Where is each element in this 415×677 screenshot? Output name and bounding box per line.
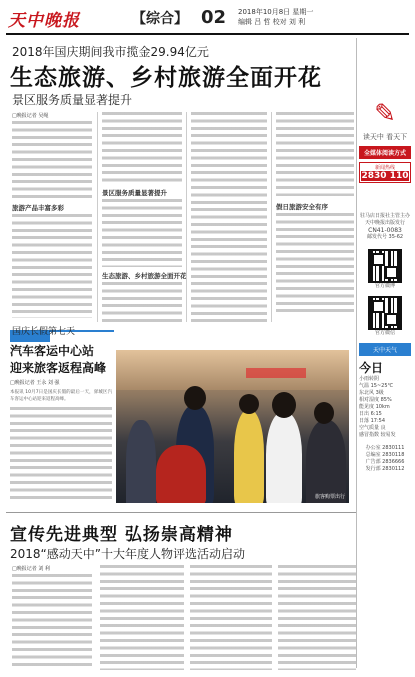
lead-subhead-4: 假日旅游安全有序 [276,203,328,211]
photo-person [234,410,264,503]
today-weather: 小雨转阴 [359,376,380,382]
qr1-label: 官方微博 [374,283,395,289]
box-byline: □晚报记者 王永 刘 强 [10,380,60,386]
bottom-body-col4 [278,565,356,670]
cn-code: CN41-0083 [368,227,402,234]
bottom-rule [6,512,356,513]
issue-weekday: 星期一 [292,8,314,16]
editor-line: 编辑 吕 哲 校对 刘 利 [238,18,306,26]
box-story [10,327,114,502]
photo-person [266,412,302,503]
weather-item: 能见度 10km [359,404,390,410]
photo-backpack [156,445,206,503]
box-intro: 本报讯 10月7日是国庆长假的最后一天，驿城区汽车客运中心站迎来返程高峰。 [10,390,112,403]
contact-item: 办公室 2830111 [365,445,405,451]
station-photo [116,350,349,503]
bottom-byline: □晚报记者 刘 利 [12,566,50,572]
contact-item: 总编室 2830118 [365,452,405,458]
contact-item: 广告部 2836666 [365,459,405,465]
section-label: 【综合】 [132,11,188,27]
issue-info [238,7,348,27]
photo-caption: 旅客购票出行 [314,494,345,500]
box-title-line2: 迎来旅客返程高峰 [10,361,107,375]
lead-subtitle: 景区服务质量显著提升 [12,93,133,107]
weather-item: 日出 6:15 [359,411,382,417]
weather-item: 空气质量 良 [359,425,386,431]
lead-subhead-1: 旅游产品丰富多彩 [12,204,64,212]
brand-mark-icon: ✎ [374,99,396,129]
weather-item: 感冒指数 较易发 [359,432,396,438]
photo-sign [246,368,306,378]
weather-list [359,390,411,439]
issue-date: 2018年10月8日 [238,8,291,16]
post-code: 邮发代号 35-62 [366,234,404,240]
box-title-line1: 汽车客运中心站 [10,344,95,358]
hotline-number: 2830 110 [361,171,409,181]
photo-ceiling [116,350,349,390]
photo-person-head [272,392,296,418]
weather-item: 相对湿度 85% [359,397,392,403]
bottom-body-col2 [100,565,184,670]
column-divider [97,112,98,322]
column-divider [271,112,272,322]
lead-body-col1b [12,214,92,318]
contact-list [359,445,411,473]
page-number: 02 [201,7,227,28]
bottom-body-col3 [190,565,272,670]
box-body [10,407,112,502]
photo-person-head [239,394,259,414]
today-label: 今日 [359,361,384,375]
qr2-label: 官方微信 [374,330,395,336]
paper-name: 天中晚报出版发行 [364,220,405,226]
photo-person-head [314,402,334,424]
weather-badge: 天中天气 [359,343,411,356]
lead-body-col4b [276,213,354,313]
lead-body-col4a [276,112,354,196]
lead-kicker: 2018年国庆期间我市揽金29.94亿元 [12,45,209,59]
lead-body-col1a [12,121,92,199]
lead-subhead-3: 生态旅游、乡村旅游全面开花 [102,272,187,280]
wechat-qr-code [368,296,402,330]
masthead-rule [6,33,409,35]
lead-title: 生态旅游、乡村旅游全面开花 [10,65,322,91]
hotline-label: 新闻热线 [374,165,395,171]
sidebar-divider [356,38,357,668]
sidebar [359,38,411,638]
lead-byline: □晚报记者 吴绳 [12,113,49,119]
lead-body-col3 [191,112,267,322]
sidebar-promo: 全媒体阅读方式 [359,146,411,159]
column-divider [186,112,187,322]
weibo-qr-code [368,249,402,283]
photo-person-head [184,386,206,410]
contact-item: 发行部 2830112 [365,466,405,472]
photo-person [126,420,156,503]
bottom-subtitle: 2018“感动天中”十大年度人物评选活动启动 [10,547,245,561]
lead-body-col2c [102,282,182,322]
lead-body-col2a [102,112,182,184]
sidebar-slogan: 读天中 看天下 [362,133,408,141]
photo-person [306,420,346,503]
sponsor: 驻马店日报社主管主办 [359,213,410,219]
lead-body-col2b [102,199,182,267]
bottom-body-col1 [12,574,92,670]
temperature: 气温 15~25℃ [359,383,394,389]
masthead-logo: 天中晚报 [8,11,80,31]
lead-subhead-2: 景区服务质量显著提升 [102,189,167,197]
box-kicker: 国庆长假第七天 [12,327,76,337]
weather-item: 东北风 3级 [359,390,384,396]
weather-item: 日落 17:54 [359,418,385,424]
bottom-title: 宣传先进典型 弘扬崇高精神 [10,525,233,545]
